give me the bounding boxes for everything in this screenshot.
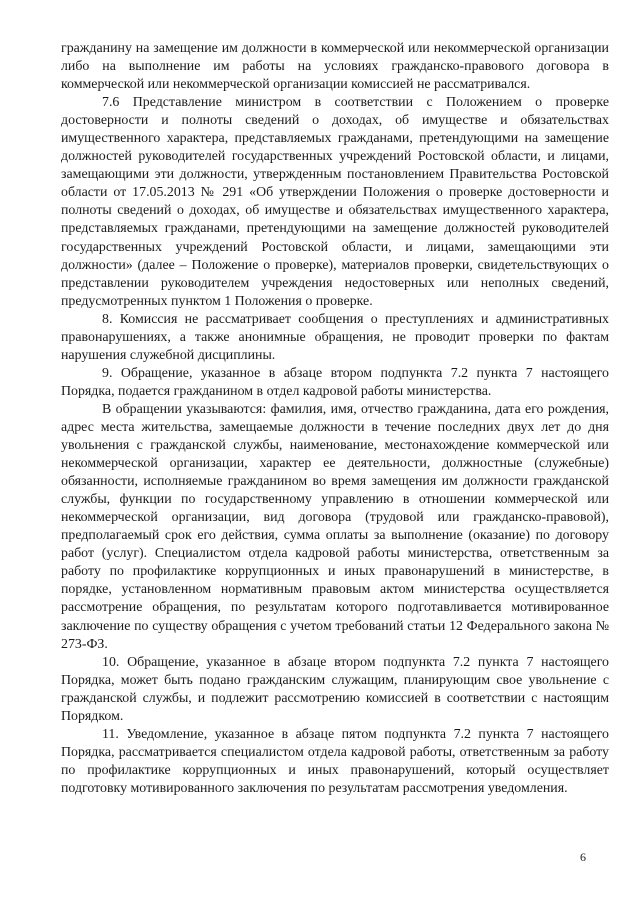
page-number: 6: [580, 850, 586, 864]
paragraph-9: 9. Обращение, указанное в абзаце втором подпункта 7.2 пункта 7 настоящего Порядка, подается гражданином в отдел кадровой работы министерства.: [61, 365, 609, 399]
paragraph-11: 11. Уведомление, указанное в абзаце пятом подпункта 7.2 пункта 7 настоящего Порядка, рассматривается специалистом отдела кадровой работы, ответственным за работу по профилактике коррупционных и иных правонарушений, который осуществляет подготовку мотивированного заключения по результатам рассмотрения уведомления.: [61, 726, 609, 796]
paragraph-7-6: 7.6 Представление министром в соответствии с Положением о проверке достоверности и полноты сведений о доходах, об имуществе и обязательствах имущественного характера, представляемых гражданами, претендующими на замещение должностей руководителей государственных учреждений Ростовской области, и лицами, замещающими эти должности, утвержденным постановлением Правительства Ростовской области от 17.05.2013 № 291 «Об утверждении Положения о проверке достоверности и полноты сведений о доходах, об имуществе и обязательствах имущественного характера, представляемых гражданами, претендующими на замещение должностей руководителей государственных учреждений Ростовской области, и лицами, замещающими эти должности» (далее – Положение о проверке), материалов проверки, свидетельствующих о представлении руководителем учреждения недостоверных или неполных сведений, предусмотренных пунктом 1 Положения о проверке.: [61, 95, 609, 309]
paragraph-10: 10. Обращение, указанное в абзаце втором подпункта 7.2 пункта 7 настоящего Порядка, может быть подано гражданским служащим, планирующим свое увольнение с гражданской службы, и подлежит рассмотрению комиссией в соответствии с настоящим Порядком.: [61, 654, 609, 724]
paragraph-9-contents: В обращении указываются: фамилия, имя, отчество гражданина, дата его рождения, адрес места жительства, замещаемые должности в течение последних двух лет до дня увольнения с гражданской службы, наименование, местонахождение коммерческой или некоммерческой организации, характер ее деятельности, должностные (служебные) обязанности, исполняемые гражданином во время замещения им должности гражданской службы, функции по государственному управлению в отношении коммерческой или некоммерческой организации, вид договора (трудовой или гражданско-правовой), предполагаемый срок его действия, сумма оплаты за выполнение (оказание) по договору работ (услуг). Специалистом отдела кадровой работы министерства, ответственным за работу по профилактике коррупционных и иных правонарушений в министерстве, в порядке, установленном нормативным правовым актом министерства осуществляется рассмотрение обращения, по результатам которого подготавливается мотивированное заключение по существу обращения с учетом требований статьи 12 Федерального закона № 273-ФЗ.: [61, 401, 609, 652]
document-page: [61, 40, 609, 798]
paragraph-8: 8. Комиссия не рассматривает сообщения о преступлениях и административных правонарушениях, а также анонимные обращения, не проводит проверки по фактам нарушения служебной дисциплины.: [61, 311, 609, 363]
paragraph-continuation: гражданину на замещение им должности в коммерческой или некоммерческой организации либо на выполнение им работы на условиях гражданско-правового договора в коммерческой или некоммерческой организации комиссией не рассматривался.: [61, 41, 609, 93]
